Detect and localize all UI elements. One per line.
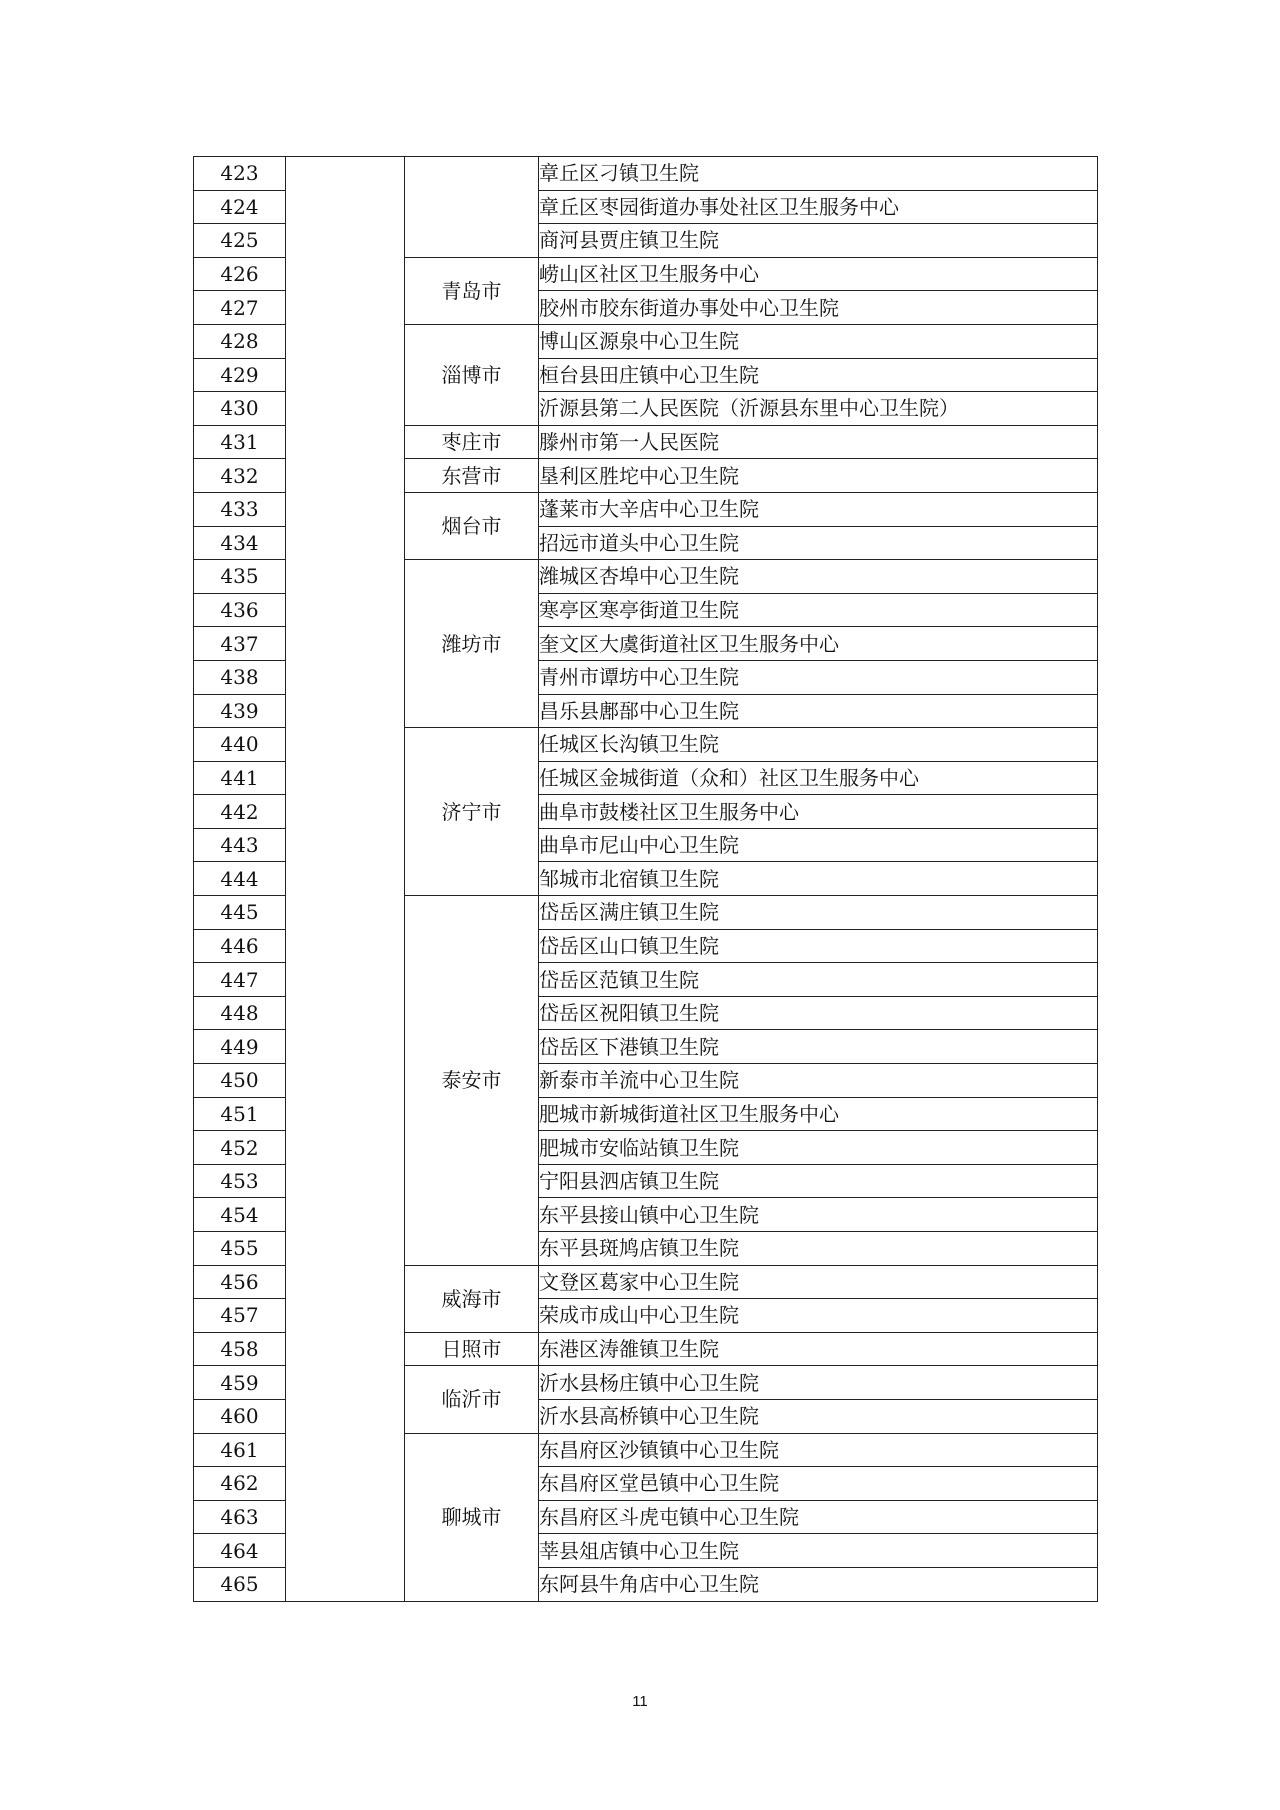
serial-number-cell: 464 bbox=[194, 1534, 286, 1568]
serial-number-cell: 445 bbox=[194, 896, 286, 930]
serial-number-cell: 431 bbox=[194, 425, 286, 459]
city-cell: 济宁市 bbox=[405, 728, 539, 896]
serial-number-cell: 437 bbox=[194, 627, 286, 661]
page-number: 11 bbox=[632, 1693, 648, 1710]
table-body bbox=[194, 157, 1098, 1602]
serial-number-cell: 458 bbox=[194, 1332, 286, 1366]
city-cell: 日照市 bbox=[405, 1332, 539, 1366]
institution-table bbox=[193, 156, 1098, 1602]
institution-name-cell: 昌乐县鄌郚中心卫生院 bbox=[539, 694, 1098, 728]
serial-number-cell: 424 bbox=[194, 190, 286, 224]
serial-number-cell: 427 bbox=[194, 291, 286, 325]
institution-name-cell: 曲阜市鼓楼社区卫生服务中心 bbox=[539, 795, 1098, 829]
city-cell: 枣庄市 bbox=[405, 425, 539, 459]
serial-number-cell: 443 bbox=[194, 828, 286, 862]
serial-number-cell: 438 bbox=[194, 660, 286, 694]
institution-name-cell: 垦利区胜坨中心卫生院 bbox=[539, 459, 1098, 493]
institution-name-cell: 岱岳区祝阳镇卫生院 bbox=[539, 996, 1098, 1030]
serial-number-cell: 448 bbox=[194, 996, 286, 1030]
city-cell: 临沂市 bbox=[405, 1366, 539, 1433]
serial-number-cell: 436 bbox=[194, 593, 286, 627]
institution-name-cell: 荣成市成山中心卫生院 bbox=[539, 1299, 1098, 1333]
city-cell: 淄博市 bbox=[405, 324, 539, 425]
serial-number-cell: 432 bbox=[194, 459, 286, 493]
city-cell: 烟台市 bbox=[405, 492, 539, 559]
institution-name-cell: 东港区涛雒镇卫生院 bbox=[539, 1332, 1098, 1366]
serial-number-cell: 461 bbox=[194, 1433, 286, 1467]
city-cell: 潍坊市 bbox=[405, 560, 539, 728]
institution-name-cell: 滕州市第一人民医院 bbox=[539, 425, 1098, 459]
institution-name-cell: 奎文区大虞街道社区卫生服务中心 bbox=[539, 627, 1098, 661]
province-cell bbox=[286, 157, 405, 1602]
institution-name-cell: 东昌府区斗虎屯镇中心卫生院 bbox=[539, 1500, 1098, 1534]
institution-name-cell: 招远市道头中心卫生院 bbox=[539, 526, 1098, 560]
serial-number-cell: 452 bbox=[194, 1131, 286, 1165]
institution-name-cell: 岱岳区山口镇卫生院 bbox=[539, 929, 1098, 963]
institution-name-cell: 沂源县第二人民医院（沂源县东里中心卫生院） bbox=[539, 392, 1098, 426]
institution-name-cell: 新泰市羊流中心卫生院 bbox=[539, 1064, 1098, 1098]
serial-number-cell: 463 bbox=[194, 1500, 286, 1534]
serial-number-cell: 430 bbox=[194, 392, 286, 426]
city-cell: 青岛市 bbox=[405, 257, 539, 324]
serial-number-cell: 450 bbox=[194, 1064, 286, 1098]
institution-name-cell: 博山区源泉中心卫生院 bbox=[539, 324, 1098, 358]
city-cell: 威海市 bbox=[405, 1265, 539, 1332]
institution-name-cell: 任城区长沟镇卫生院 bbox=[539, 728, 1098, 762]
serial-number-cell: 435 bbox=[194, 560, 286, 594]
city-cell bbox=[405, 157, 539, 258]
serial-number-cell: 442 bbox=[194, 795, 286, 829]
serial-number-cell: 440 bbox=[194, 728, 286, 762]
institution-name-cell: 东昌府区沙镇镇中心卫生院 bbox=[539, 1433, 1098, 1467]
institution-name-cell: 东昌府区堂邑镇中心卫生院 bbox=[539, 1467, 1098, 1501]
institution-name-cell: 岱岳区下港镇卫生院 bbox=[539, 1030, 1098, 1064]
serial-number-cell: 447 bbox=[194, 963, 286, 997]
serial-number-cell: 428 bbox=[194, 324, 286, 358]
serial-number-cell: 441 bbox=[194, 761, 286, 795]
serial-number-cell: 439 bbox=[194, 694, 286, 728]
serial-number-cell: 433 bbox=[194, 492, 286, 526]
serial-number-cell: 449 bbox=[194, 1030, 286, 1064]
serial-number-cell: 444 bbox=[194, 862, 286, 896]
serial-number-cell: 455 bbox=[194, 1232, 286, 1266]
serial-number-cell: 456 bbox=[194, 1265, 286, 1299]
institution-name-cell: 东平县斑鸠店镇卫生院 bbox=[539, 1232, 1098, 1266]
serial-number-cell: 451 bbox=[194, 1097, 286, 1131]
institution-name-cell: 寒亭区寒亭街道卫生院 bbox=[539, 593, 1098, 627]
serial-number-cell: 434 bbox=[194, 526, 286, 560]
institution-name-cell: 崂山区社区卫生服务中心 bbox=[539, 257, 1098, 291]
institution-name-cell: 商河县贾庄镇卫生院 bbox=[539, 224, 1098, 258]
serial-number-cell: 426 bbox=[194, 257, 286, 291]
city-cell: 聊城市 bbox=[405, 1433, 539, 1601]
city-cell: 东营市 bbox=[405, 459, 539, 493]
serial-number-cell: 459 bbox=[194, 1366, 286, 1400]
serial-number-cell: 460 bbox=[194, 1399, 286, 1433]
institution-name-cell: 东平县接山镇中心卫生院 bbox=[539, 1198, 1098, 1232]
serial-number-cell: 457 bbox=[194, 1299, 286, 1333]
serial-number-cell: 429 bbox=[194, 358, 286, 392]
institution-name-cell: 蓬莱市大辛店中心卫生院 bbox=[539, 492, 1098, 526]
institution-name-cell: 沂水县杨庄镇中心卫生院 bbox=[539, 1366, 1098, 1400]
institution-name-cell: 邹城市北宿镇卫生院 bbox=[539, 862, 1098, 896]
institution-name-cell: 肥城市安临站镇卫生院 bbox=[539, 1131, 1098, 1165]
institution-name-cell: 肥城市新城街道社区卫生服务中心 bbox=[539, 1097, 1098, 1131]
institution-name-cell: 桓台县田庄镇中心卫生院 bbox=[539, 358, 1098, 392]
serial-number-cell: 462 bbox=[194, 1467, 286, 1501]
institution-name-cell: 岱岳区范镇卫生院 bbox=[539, 963, 1098, 997]
institution-name-cell: 任城区金城街道（众和）社区卫生服务中心 bbox=[539, 761, 1098, 795]
serial-number-cell: 423 bbox=[194, 157, 286, 191]
institution-name-cell: 章丘区枣园街道办事处社区卫生服务中心 bbox=[539, 190, 1098, 224]
serial-number-cell: 454 bbox=[194, 1198, 286, 1232]
institution-name-cell: 文登区葛家中心卫生院 bbox=[539, 1265, 1098, 1299]
table-row bbox=[194, 157, 1098, 191]
institution-name-cell: 胶州市胶东街道办事处中心卫生院 bbox=[539, 291, 1098, 325]
institution-name-cell: 潍城区杏埠中心卫生院 bbox=[539, 560, 1098, 594]
institution-name-cell: 曲阜市尼山中心卫生院 bbox=[539, 828, 1098, 862]
serial-number-cell: 465 bbox=[194, 1567, 286, 1601]
institution-name-cell: 东阿县牛角店中心卫生院 bbox=[539, 1567, 1098, 1601]
institution-name-cell: 岱岳区满庄镇卫生院 bbox=[539, 896, 1098, 930]
institution-name-cell: 青州市谭坊中心卫生院 bbox=[539, 660, 1098, 694]
institution-name-cell: 沂水县高桥镇中心卫生院 bbox=[539, 1399, 1098, 1433]
serial-number-cell: 446 bbox=[194, 929, 286, 963]
institution-name-cell: 章丘区刁镇卫生院 bbox=[539, 157, 1098, 191]
institution-name-cell: 宁阳县泗店镇卫生院 bbox=[539, 1164, 1098, 1198]
institution-name-cell: 莘县俎店镇中心卫生院 bbox=[539, 1534, 1098, 1568]
city-cell: 泰安市 bbox=[405, 896, 539, 1266]
serial-number-cell: 453 bbox=[194, 1164, 286, 1198]
serial-number-cell: 425 bbox=[194, 224, 286, 258]
